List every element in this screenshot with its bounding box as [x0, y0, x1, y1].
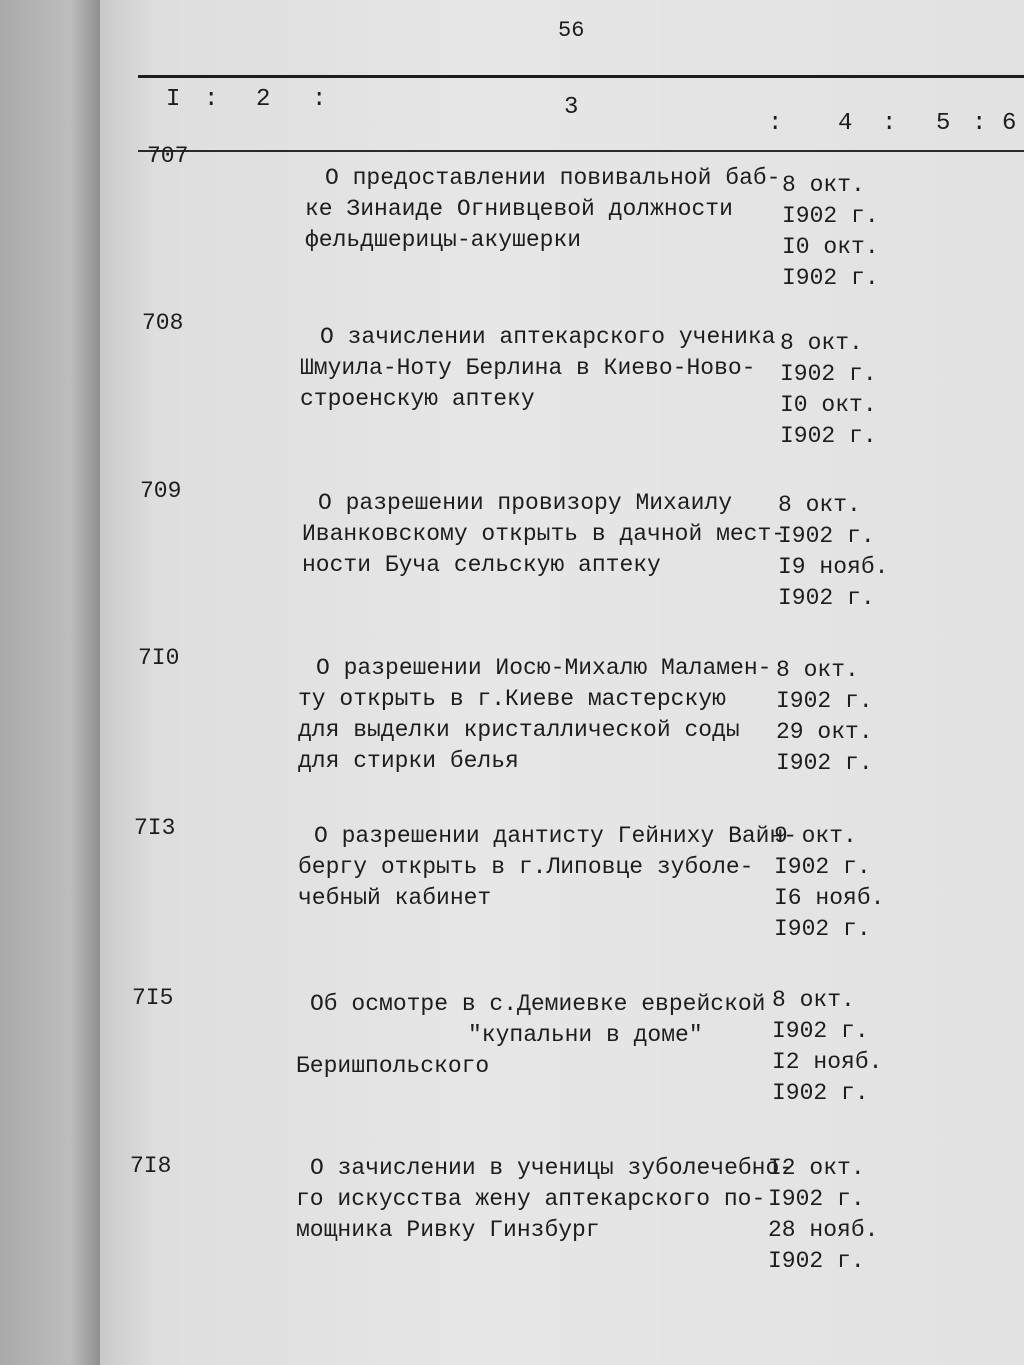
- entry-text-line: го искусства жену аптекарского по-: [296, 1186, 766, 1212]
- entry-text: [296, 989, 776, 1082]
- start-date: 8 окт.: [778, 492, 861, 518]
- entry-number: 707: [147, 143, 189, 169]
- end-date: I0 окт.: [780, 392, 877, 418]
- start-date: 8 окт.: [776, 657, 859, 683]
- document-page: [100, 0, 1024, 1365]
- entry-text-line: ту открыть в г.Киеве мастерскую: [298, 686, 726, 712]
- entry-text-line: О зачислении аптекарского ученика: [320, 324, 776, 350]
- end-year: I902 г.: [774, 916, 871, 942]
- entry-text-line: чебный кабинет: [298, 885, 492, 911]
- entry-text-line: для выделки кристаллической соды: [298, 717, 740, 743]
- column-header-1: I: [166, 86, 181, 113]
- column-header-5: 5: [936, 110, 951, 137]
- entry-text: [298, 653, 778, 777]
- start-date: I2 окт.: [768, 1155, 865, 1181]
- end-date: I6 нояб.: [774, 885, 885, 911]
- header-bottom-rule: [138, 150, 1024, 152]
- entry-number: 7I0: [138, 645, 180, 671]
- start-date: 8 окт.: [782, 172, 865, 198]
- end-date: I2 нояб.: [772, 1049, 883, 1075]
- entry-number: 7I5: [132, 985, 174, 1011]
- column-headers: [100, 84, 1024, 144]
- entry-text-line: О предоставлении повивальной баб-: [325, 165, 781, 191]
- page-number: 56: [558, 18, 585, 43]
- start-year: I902 г.: [774, 854, 871, 880]
- column-separator: :: [972, 110, 987, 137]
- entry-text-line: Шмуила-Ноту Берлина в Киево-Ново-: [300, 355, 756, 381]
- entry-text: [302, 488, 786, 581]
- column-header-3: 3: [564, 94, 579, 121]
- entry-text-line: О разрешении дантисту Гейниху Вайн-: [314, 823, 798, 849]
- previous-page-edge: [0, 0, 100, 1365]
- column-header-6: 6: [1002, 110, 1017, 137]
- entry-text: [298, 821, 798, 914]
- column-header-2: 2: [256, 86, 271, 113]
- column-separator: :: [882, 110, 897, 137]
- entry-text-line: О зачислении в ученицы зуболечебно-: [310, 1155, 794, 1181]
- entry-text: [296, 1153, 794, 1246]
- end-year: I902 г.: [778, 585, 875, 611]
- entry-dates: [774, 821, 884, 945]
- column-header-4: 4: [838, 110, 853, 137]
- start-year: I902 г.: [768, 1186, 865, 1212]
- end-year: I902 г.: [780, 423, 877, 449]
- entry-text-line: строенскую аптеку: [300, 386, 535, 412]
- entry-dates: [780, 328, 877, 452]
- entry-number: 7I8: [130, 1153, 172, 1179]
- start-date: 9 окт.: [774, 823, 857, 849]
- entry-text-line: ности Буча сельскую аптеку: [302, 552, 661, 578]
- end-year: I902 г.: [768, 1248, 865, 1274]
- entry-number: 709: [140, 478, 182, 504]
- end-date: 28 нояб.: [768, 1217, 879, 1243]
- entry-text: [305, 163, 785, 256]
- entry-dates: [768, 1153, 878, 1277]
- entry-text-line: Об осмотре в с.Демиевке еврейской: [310, 991, 766, 1017]
- entry-dates: [782, 170, 879, 294]
- entry-text-line: О разрешении провизору Михаилу: [318, 490, 733, 516]
- start-year: I902 г.: [780, 361, 877, 387]
- entry-text-line: бергу открыть в г.Липовце зуболе-: [298, 854, 754, 880]
- entry-text-line: Иванковскому открыть в дачной мест-: [302, 521, 786, 547]
- entry-text-line: для стирки белья: [298, 748, 519, 774]
- column-separator: :: [204, 86, 219, 113]
- end-date: I9 нояб.: [778, 554, 889, 580]
- entry-text-line: фельдшерицы-акушерки: [305, 227, 582, 253]
- start-date: 8 окт.: [780, 330, 863, 356]
- header-top-rule: [138, 75, 1024, 78]
- entry-text: [300, 322, 780, 415]
- start-year: I902 г.: [772, 1018, 869, 1044]
- end-date: 29 окт.: [776, 719, 873, 745]
- entry-number: 708: [142, 310, 184, 336]
- start-year: I902 г.: [778, 523, 875, 549]
- entry-dates: [776, 655, 873, 779]
- entry-text-line: О разрешении Иосю-Михалю Маламен-: [316, 655, 772, 681]
- start-year: I902 г.: [776, 688, 873, 714]
- entry-text-line: мощника Ривку Гинзбург: [296, 1217, 600, 1243]
- end-year: I902 г.: [776, 750, 873, 776]
- entry-text-line: "купальни в доме": [468, 1022, 703, 1048]
- column-separator: :: [768, 110, 783, 137]
- entry-dates: [772, 985, 882, 1109]
- start-date: 8 окт.: [772, 987, 855, 1013]
- entry-number: 7I3: [134, 815, 176, 841]
- end-year: I902 г.: [782, 265, 879, 291]
- end-year: I902 г.: [772, 1080, 869, 1106]
- column-separator: :: [312, 86, 327, 113]
- entry-dates: [778, 490, 888, 614]
- start-year: I902 г.: [782, 203, 879, 229]
- end-date: I0 окт.: [782, 234, 879, 260]
- entry-text-line: ке Зинаиде Огнивцевой должности: [305, 196, 733, 222]
- entry-text-line: Беришпольского: [296, 1053, 490, 1079]
